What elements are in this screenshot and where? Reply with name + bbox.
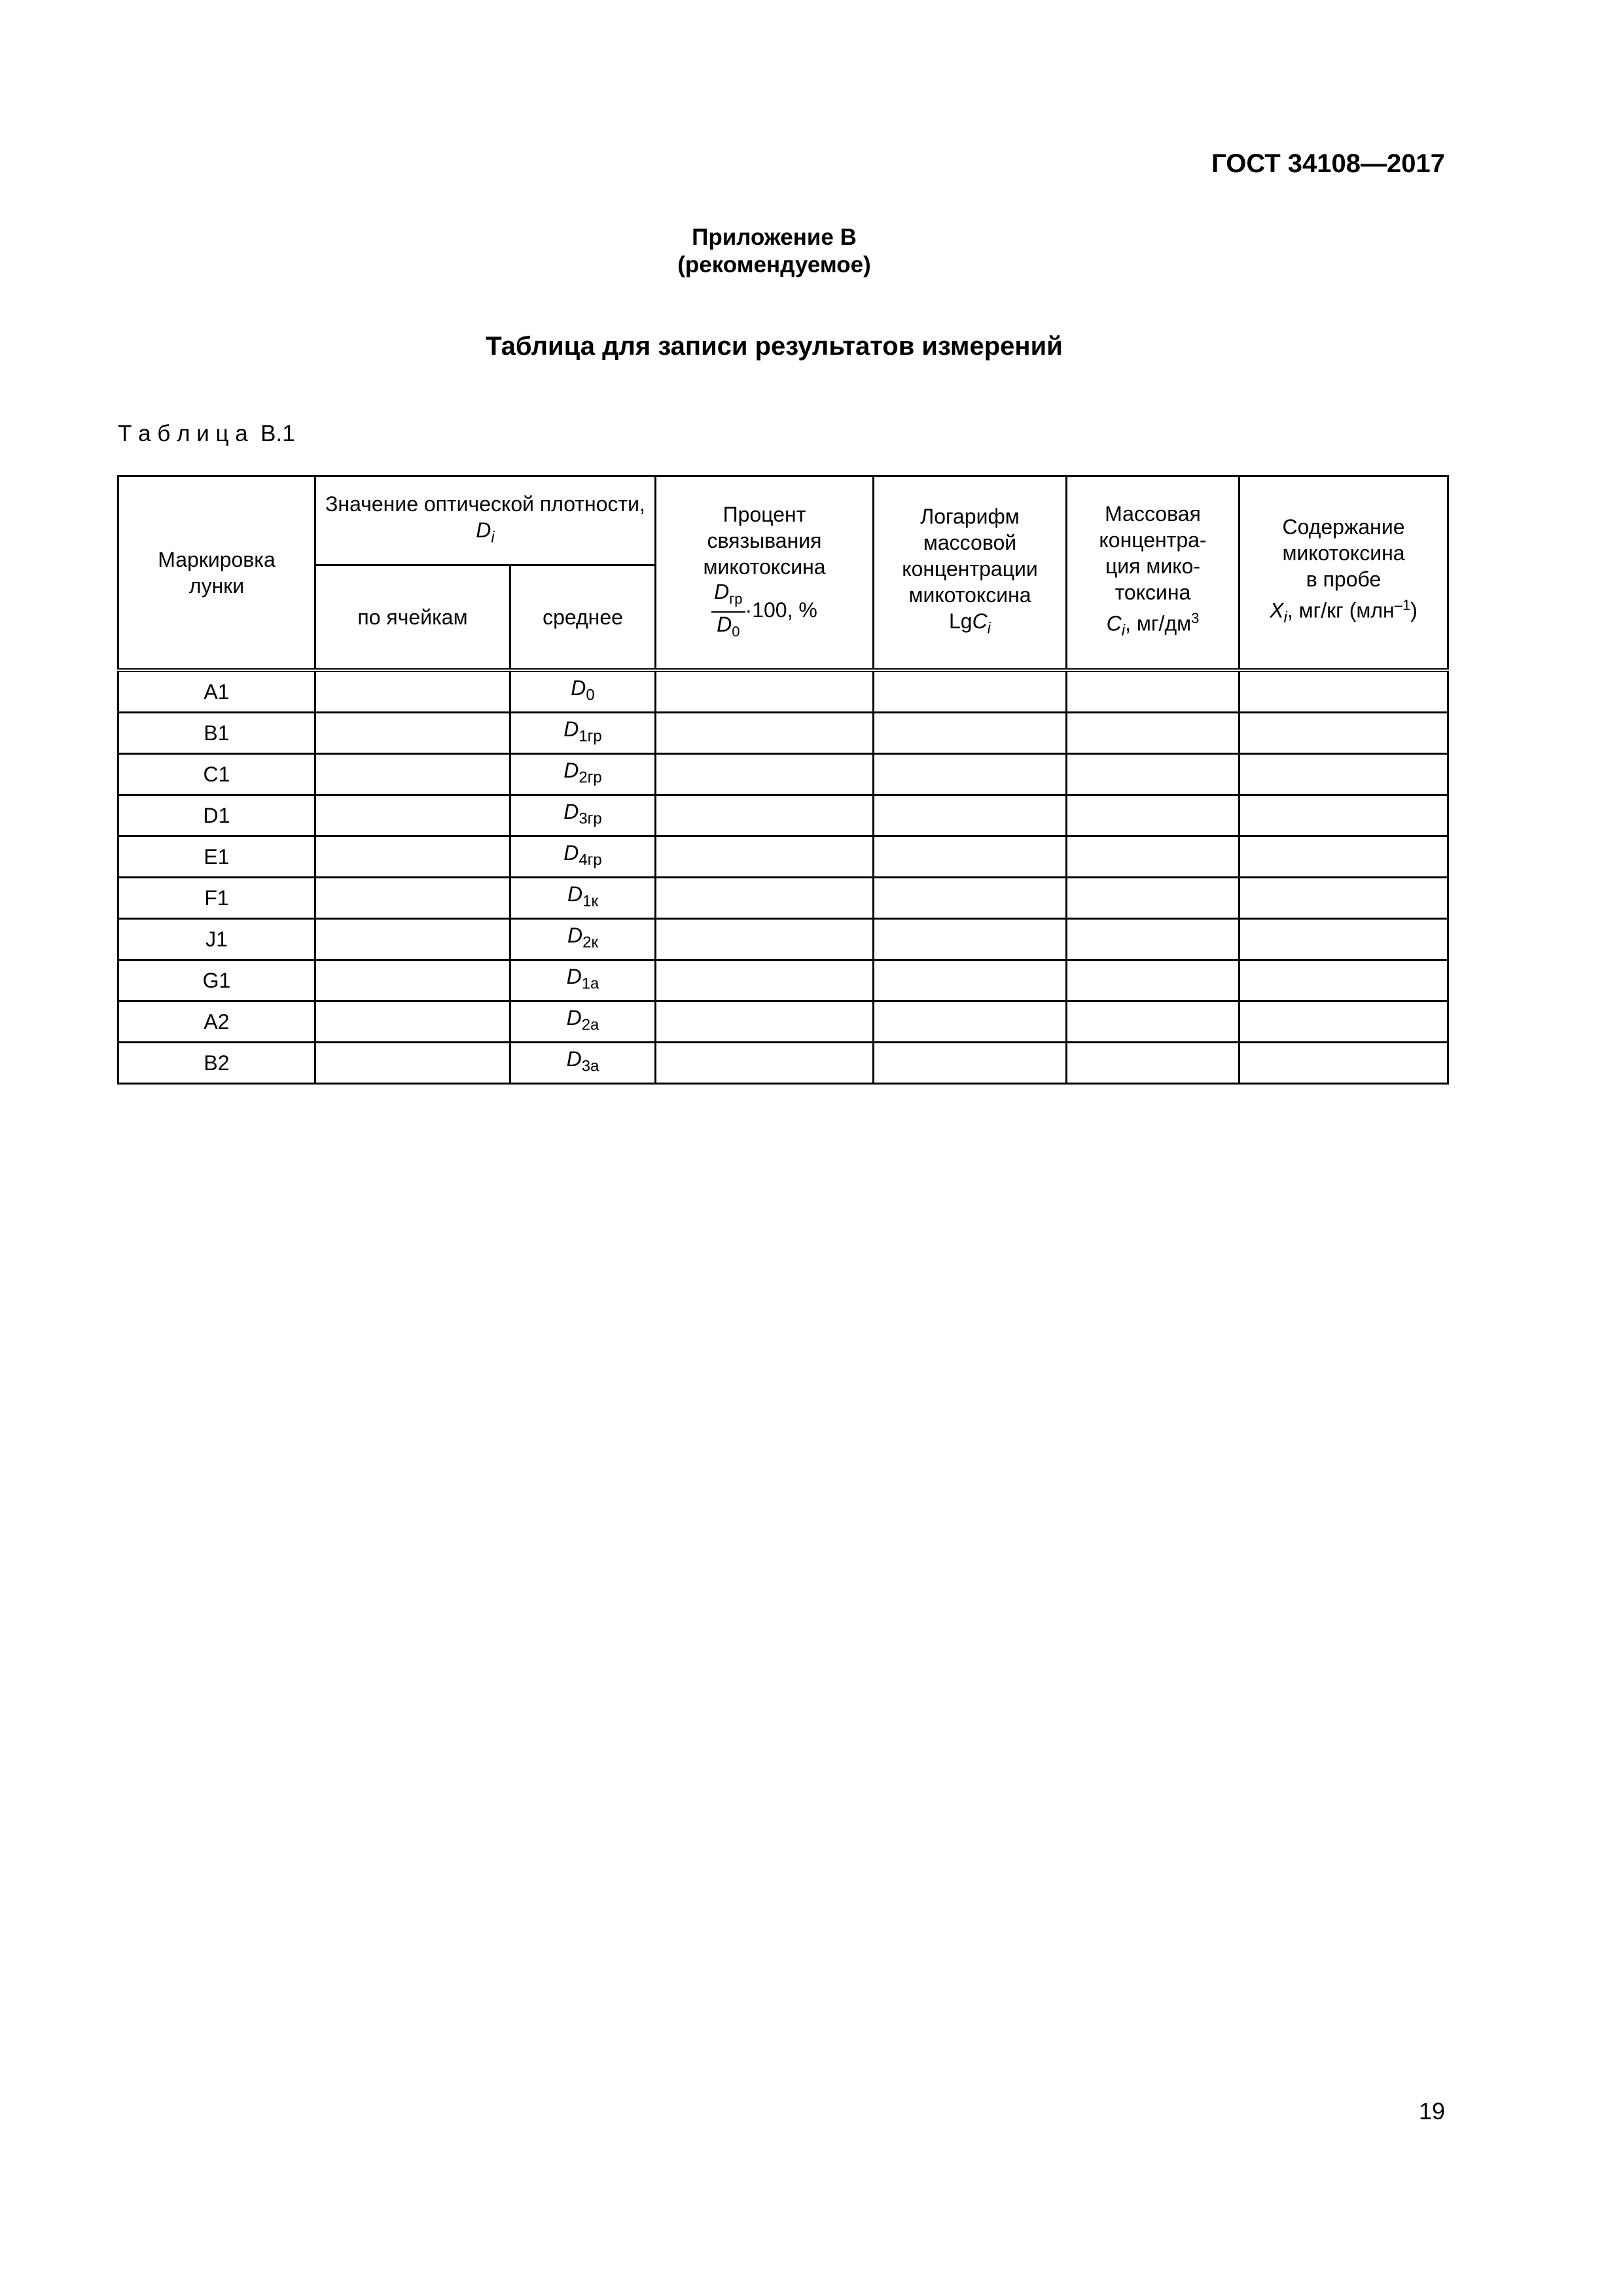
row-content[interactable] <box>1240 1001 1448 1042</box>
header-mass-concentration: Массовая концентра- ция мико- токсина $C_i$, $мг/дм^3$ <box>1067 476 1240 670</box>
row-by-cells[interactable] <box>315 670 510 713</box>
binding-fraction: $\frac{D_{гр}}{D_0}$ <box>711 580 745 643</box>
row-binding-percent[interactable] <box>656 795 874 836</box>
row-binding-percent[interactable] <box>656 836 874 877</box>
row-log-concentration[interactable] <box>874 918 1067 960</box>
table-row <box>118 753 1448 795</box>
row-log-concentration[interactable] <box>874 712 1067 753</box>
document-code: ГОСТ 34108—2017 <box>1211 149 1445 178</box>
row-binding-percent[interactable] <box>656 712 874 753</box>
header-average: среднее <box>510 565 656 670</box>
row-by-cells[interactable] <box>315 960 510 1001</box>
row-mass-concentration[interactable] <box>1067 877 1240 918</box>
header-content-in-sample: Содержание микотоксина в пробе $X_i$, мг/кг (млн$^{-1}$) <box>1240 476 1448 670</box>
table-row <box>118 795 1448 836</box>
row-average: $D_{2к}$ <box>510 918 656 960</box>
row-by-cells[interactable] <box>315 753 510 795</box>
row-marking: A2 <box>118 1001 315 1042</box>
header-by-cells: по ячейкам <box>315 565 510 670</box>
annex-title: Приложение В <box>692 224 857 250</box>
row-binding-percent[interactable] <box>656 918 874 960</box>
header-log-concentration: Логарифм массовой концентрации микотоксина LgC$_i$ <box>874 476 1067 670</box>
table-row <box>118 1001 1448 1042</box>
header-binding-percent: Процент связывания микотоксина $\frac{D_{гр}}{D_0}$ ·100, % <box>656 476 874 670</box>
row-mass-concentration[interactable] <box>1067 753 1240 795</box>
table-row <box>118 712 1448 753</box>
row-marking: B1 <box>118 712 315 753</box>
row-binding-percent[interactable] <box>656 753 874 795</box>
header-marking: Маркировка лунки <box>118 476 315 670</box>
table-row <box>118 877 1448 918</box>
row-average: $D_{3гр}$ <box>510 795 656 836</box>
row-binding-percent[interactable] <box>656 877 874 918</box>
row-mass-concentration[interactable] <box>1067 670 1240 713</box>
row-binding-percent[interactable] <box>656 960 874 1001</box>
row-average: $D_{4гр}$ <box>510 836 656 877</box>
row-log-concentration[interactable] <box>874 1001 1067 1042</box>
row-log-concentration[interactable] <box>874 836 1067 877</box>
row-average: $D_{1к}$ <box>510 877 656 918</box>
table-row <box>118 836 1448 877</box>
row-average: $D_{1гр}$ <box>510 712 656 753</box>
row-mass-concentration[interactable] <box>1067 712 1240 753</box>
row-log-concentration[interactable] <box>874 1042 1067 1083</box>
row-marking: J1 <box>118 918 315 960</box>
row-mass-concentration[interactable] <box>1067 836 1240 877</box>
row-average: $D_0$ <box>510 670 656 713</box>
row-content[interactable] <box>1240 960 1448 1001</box>
row-marking: G1 <box>118 960 315 1001</box>
row-marking: A1 <box>118 670 315 713</box>
row-by-cells[interactable] <box>315 918 510 960</box>
page-title: Таблица для записи результатов измерений <box>486 332 1063 361</box>
header-optical-density: Значение оптической плотности, $D_i$ <box>315 476 656 565</box>
row-marking: C1 <box>118 753 315 795</box>
row-log-concentration[interactable] <box>874 753 1067 795</box>
row-binding-percent[interactable] <box>656 1042 874 1083</box>
table-label: Т а б л и ц а В.1 <box>118 421 295 446</box>
row-binding-percent[interactable] <box>656 670 874 713</box>
row-log-concentration[interactable] <box>874 877 1067 918</box>
row-marking: D1 <box>118 795 315 836</box>
row-content[interactable] <box>1240 712 1448 753</box>
row-content[interactable] <box>1240 1042 1448 1083</box>
row-by-cells[interactable] <box>315 795 510 836</box>
row-by-cells[interactable] <box>315 1001 510 1042</box>
row-average: $D_{2гр}$ <box>510 753 656 795</box>
table-row <box>118 670 1448 713</box>
page-number: 19 <box>1418 2098 1445 2125</box>
row-marking: B2 <box>118 1042 315 1083</box>
row-content[interactable] <box>1240 836 1448 877</box>
row-log-concentration[interactable] <box>874 795 1067 836</box>
row-mass-concentration[interactable] <box>1067 918 1240 960</box>
row-mass-concentration[interactable] <box>1067 960 1240 1001</box>
annex-status: (рекомендуемое) <box>677 252 871 278</box>
row-mass-concentration[interactable] <box>1067 1001 1240 1042</box>
row-log-concentration[interactable] <box>874 960 1067 1001</box>
row-by-cells[interactable] <box>315 877 510 918</box>
table-body <box>118 670 1448 1084</box>
row-marking: F1 <box>118 877 315 918</box>
row-marking: E1 <box>118 836 315 877</box>
row-content[interactable] <box>1240 918 1448 960</box>
row-content[interactable] <box>1240 670 1448 713</box>
table-row <box>118 960 1448 1001</box>
row-mass-concentration[interactable] <box>1067 1042 1240 1083</box>
row-mass-concentration[interactable] <box>1067 795 1240 836</box>
row-by-cells[interactable] <box>315 836 510 877</box>
row-by-cells[interactable] <box>315 1042 510 1083</box>
row-log-concentration[interactable] <box>874 670 1067 713</box>
row-average: $D_{2а}$ <box>510 1001 656 1042</box>
row-average: $D_{3а}$ <box>510 1042 656 1083</box>
table-row <box>118 1042 1448 1083</box>
row-content[interactable] <box>1240 877 1448 918</box>
row-by-cells[interactable] <box>315 712 510 753</box>
row-binding-percent[interactable] <box>656 1001 874 1042</box>
table-row <box>118 918 1448 960</box>
results-table <box>117 475 1449 1085</box>
row-average: $D_{1а}$ <box>510 960 656 1001</box>
row-content[interactable] <box>1240 753 1448 795</box>
row-content[interactable] <box>1240 795 1448 836</box>
annex-heading <box>0 224 1548 279</box>
